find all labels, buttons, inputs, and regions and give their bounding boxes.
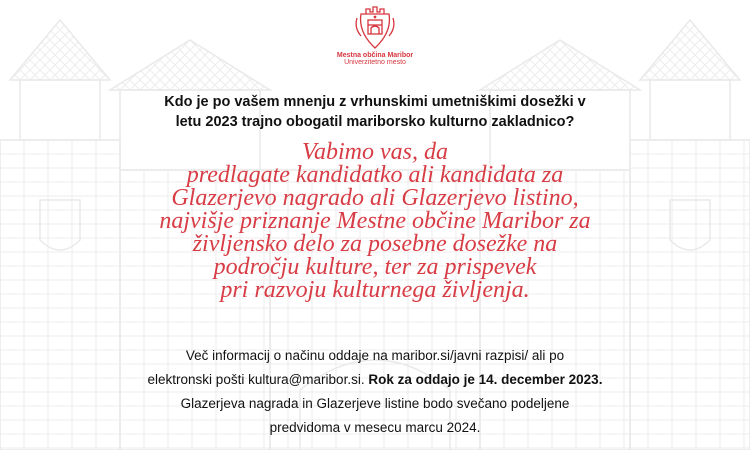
info-line: Več informacij o načinu oddaje na maribor.si/javni razpisi/ ali po: [185, 348, 565, 363]
invitation-line: predlagate kandidatko ali kandidata za: [186, 162, 564, 188]
question-line: Kdo je po vašem mnenju z vrhunskimi umetniškimi dosežki v: [164, 94, 586, 110]
info-line-deadline: [0, 368, 750, 392]
info-line: Glazerjeva nagrada in Glazerjeve listine bodo svečano podeljene: [180, 396, 570, 411]
maribor-crest-icon: [355, 4, 395, 50]
intro-question: [0, 92, 750, 132]
invitation-line: Glazerjevo nagrado ali Glazerjevo listino,: [171, 185, 579, 211]
invitation-line: področju kulture, ter za prispevek: [213, 254, 537, 280]
invitation-line: pri razvoju kulturnega življenja.: [220, 277, 530, 303]
info-contact-text: elektronski pošti kultura@maribor.si.: [147, 372, 365, 387]
deadline-text: Rok za oddajo je 14. december 2023.: [368, 372, 603, 387]
info-line: predvidoma v mesecu marcu 2024.: [269, 420, 481, 435]
logo-subtitle: Univerzitetno mesto: [344, 59, 406, 66]
logo-municipality-name: Mestna občina Maribor: [336, 52, 414, 59]
municipality-logo: [333, 4, 417, 66]
invitation-text: [0, 141, 750, 302]
invitation-line: življensko delo za posebne dosežke na: [192, 231, 558, 257]
invitation-line: Vabimo vas, da: [302, 139, 448, 165]
question-line: letu 2023 trajno obogatil mariborsko kulturno zakladnico?: [175, 114, 575, 130]
invitation-line: najvišje priznanje Mestne občine Maribor za: [159, 208, 591, 234]
info-paragraph: [0, 344, 750, 440]
